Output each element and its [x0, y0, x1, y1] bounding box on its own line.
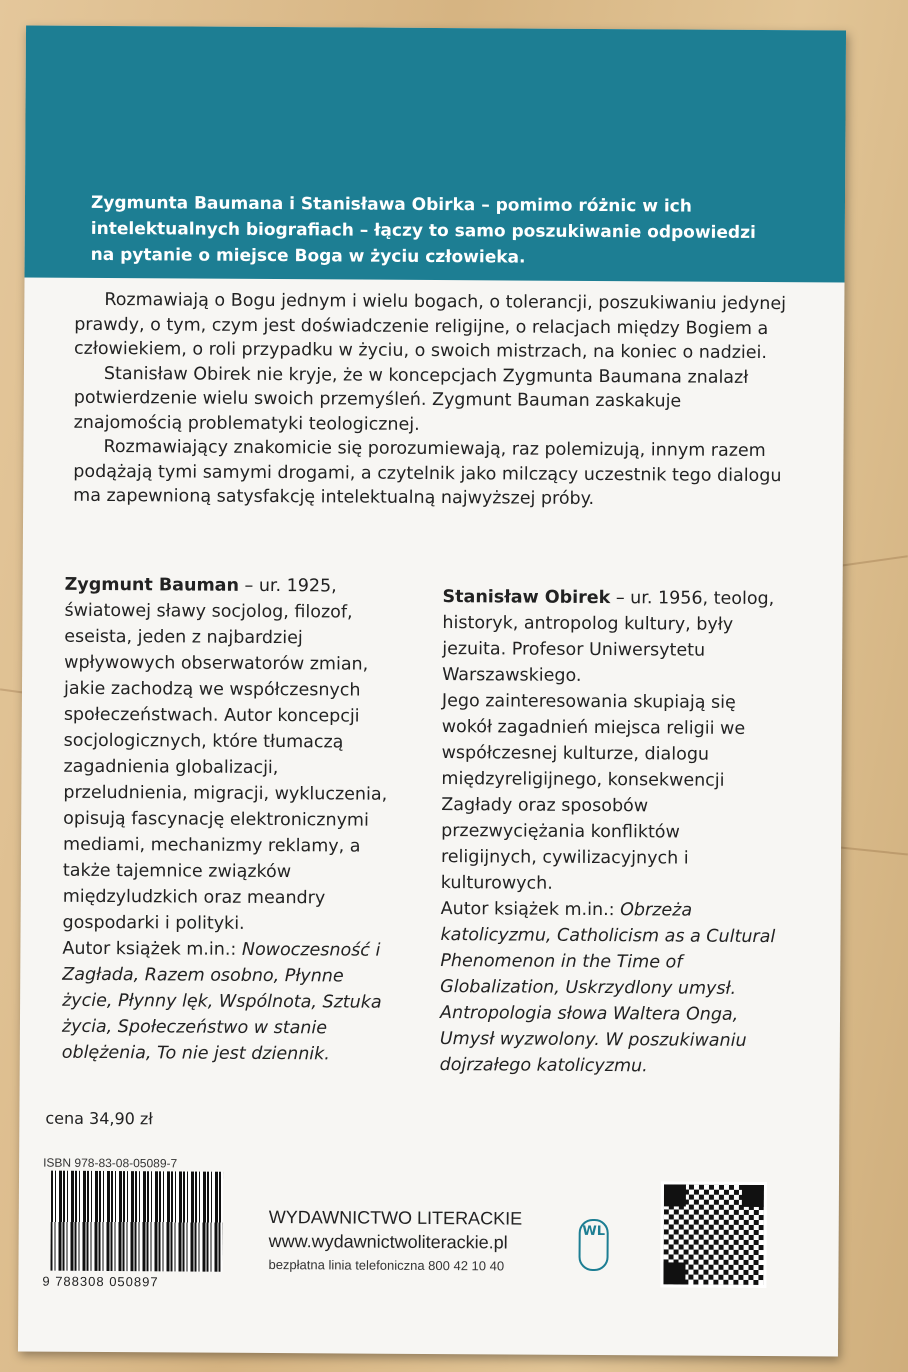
bauman-name: Zygmunt Bauman	[64, 574, 240, 596]
isbn: ISBN 978-83-08-05089-7	[43, 1155, 178, 1171]
bauman-books: Nowoczesność i Zagłada, Razem osobno, Płynne życie, Płynny lęk, Wspólnota, Sztuka życia, Społeczeństwo w stanie oblężenia, To nie jest dziennik.	[61, 939, 382, 1065]
book-back-cover	[18, 26, 846, 1357]
qr-code-icon	[660, 1181, 767, 1288]
obirek-books-intro: Autor książek m.in.:	[440, 899, 621, 921]
barcode-image	[50, 1171, 223, 1272]
publisher-phone: bezpłatna linia telefoniczna 800 42 10 40	[268, 1257, 505, 1274]
blurb-paragraph: Rozmawiają o Bogu jednym i wielu bogach, o tolerancji, poszukiwaniu jedynej prawdy, o tym, czym jest doświadczenie religijne, o relacjach między Bogiem a człowiekiem, o roli przypadku w życiu, o swoich mistrzach, na koniec o nadziei.	[74, 289, 787, 364]
blurb-paragraph: Rozmawiający znakomicie się porozumiewają, raz polemizują, innym razem podążają tymi samymi drogami, a czytelnik jako milczący uczestnik tego dialogu ma zapewnioną satysfakcję intelektualną najwyższej próby.	[73, 436, 782, 509]
publisher-website: www.wydawnictwoliterackie.pl	[268, 1231, 508, 1253]
obirek-bio-column	[440, 584, 783, 1080]
obirek-bio-2: Jego zainteresowania skupiają się wokół zagadnień miejsca religii we współczesnej kulturze, dialogu międzyreligijnego, konsekwencji Zagłady oraz sposobów przezwyciężania konfliktów religijnych, cywilizacyjnych i kulturowych.	[440, 691, 746, 894]
obirek-bio: – ur. 1956, teolog, historyk, antropolog kultury, były jezuita. Profesor Uniwersytetu Warszawskiego.	[442, 588, 775, 686]
publisher-name: WYDAWNICTWO LITERACKIE	[268, 1207, 523, 1229]
price: cena 34,90 zł	[45, 1108, 153, 1129]
blurb-paragraph: Stanisław Obirek nie kryje, że w koncepcjach Zygmunta Baumana znalazł potwierdzenie wielu swoich przemyśleń. Zygmunt Bauman zaskakuje znajomością problematyki teologicznej.	[73, 363, 749, 435]
publisher-logo-icon: WL	[578, 1219, 608, 1271]
bauman-bio: – ur. 1925, światowej sławy socjolog, filozof, eseista, jeden z najbardziej wpływowych obserwatorów zmian, jakie zachodzą we współczesnych społeczeństwach. Autor koncepcji socjologicznych, które tłumaczą zagadnienia globalizacji, przeludnienia, migracji, wykluczenia, opisują fascynację elektronicznymi mediami, mechanizmy reklamy, a także tajemnice związków międzyludzkich oraz meandry gospodarki i polityki.	[62, 575, 388, 934]
obirek-books: Obrzeża katolicyzmu, Catholicism as a Cultural Phenomenon in the Time of Globalization, Uskrzydlony umysł. Antropologia słowa Waltera Onga, Umysł wyzwolony. W poszukiwaniu dojrzałego katolicyzmu.	[439, 900, 776, 1077]
obirek-name: Stanisław Obirek	[442, 587, 611, 609]
tagline: Zygmunta Baumana i Stanisława Obirka – pomimo różnic w ich intelektualnych biografiach – łączy to samo poszukiwanie odpowiedzi na pytanie o miejsce Boga w życiu człowieka.	[90, 192, 756, 268]
blurb	[73, 288, 794, 513]
bauman-bio-column	[62, 572, 395, 1068]
bauman-books-intro: Autor książek m.in.:	[62, 938, 242, 960]
barcode-number: 9 788308 050897	[42, 1273, 159, 1290]
